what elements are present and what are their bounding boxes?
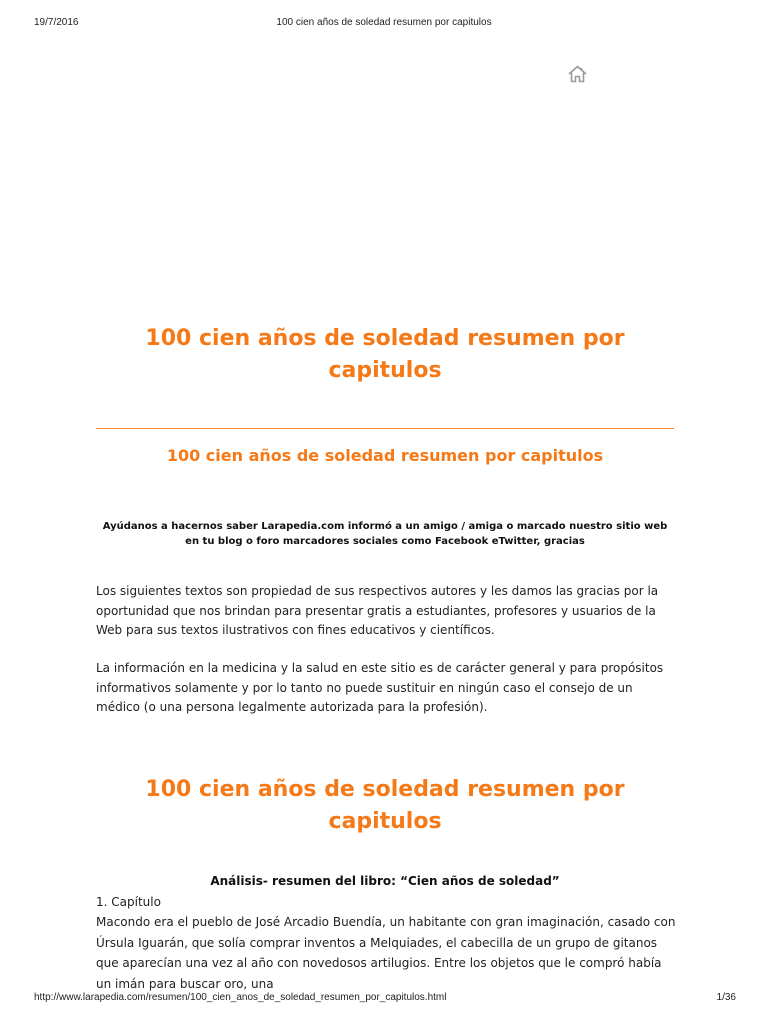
chapter-summary-text: Macondo era el pueblo de José Arcadio Buendía, un habitante con gran imaginación, casado con Úrsula Iguarán, que solía comprar inventos a Melquiades, el cabecilla de un grupo de gitanos que aparecían una vez al año con novedosos artilugios. Entre los objetos que le compró había un imán para buscar oro, una (96, 915, 676, 991)
print-date: 19/7/2016 (34, 17, 79, 28)
print-header (0, 17, 768, 31)
share-request-note: Ayúdanos a hacernos saber Larapedia.com informó a un amigo / amiga o marcado nuestro sitio web en tu blog o foro marcadores sociales como Facebook eTwitter, gracias (102, 521, 668, 547)
print-footer (0, 992, 768, 1006)
print-url: http://www.larapedia.com/resumen/100_cien_anos_de_soledad_resumen_por_capitulos.html (34, 992, 447, 1003)
print-page-title: 100 cien años de soledad resumen por capitulos (276, 17, 492, 28)
ownership-paragraph: Los siguientes textos son propiedad de sus respectivos autores y les damos las gracias por la oportunidad que nos brindan para presentar gratis a estudiantes, profesores y usuarios de la Web para sus textos ilustrativos con fines educativos y científicos. (96, 584, 659, 637)
page-number: 1/36 (716, 992, 736, 1003)
analysis-heading: Análisis- resumen del libro: “Cien años de soledad” (210, 874, 560, 888)
page-subtitle: 100 cien años de soledad resumen por capitulos (166, 446, 604, 465)
medical-disclaimer-paragraph: La información en la medicina y la salud en este sitio es de carácter general y para propósitos informativos solamente y por lo tanto no puede sustituir en ningún caso el consejo de un médico (o una persona legalmente autorizada para la profesión). (96, 661, 664, 714)
title-divider (96, 428, 674, 429)
chapter-label: 1. Capítulo (96, 895, 161, 909)
home-icon[interactable] (567, 64, 588, 84)
section-title: 100 cien años de soledad resumen por capitulos (145, 777, 625, 834)
page-title: 100 cien años de soledad resumen por capitulos (145, 326, 625, 383)
